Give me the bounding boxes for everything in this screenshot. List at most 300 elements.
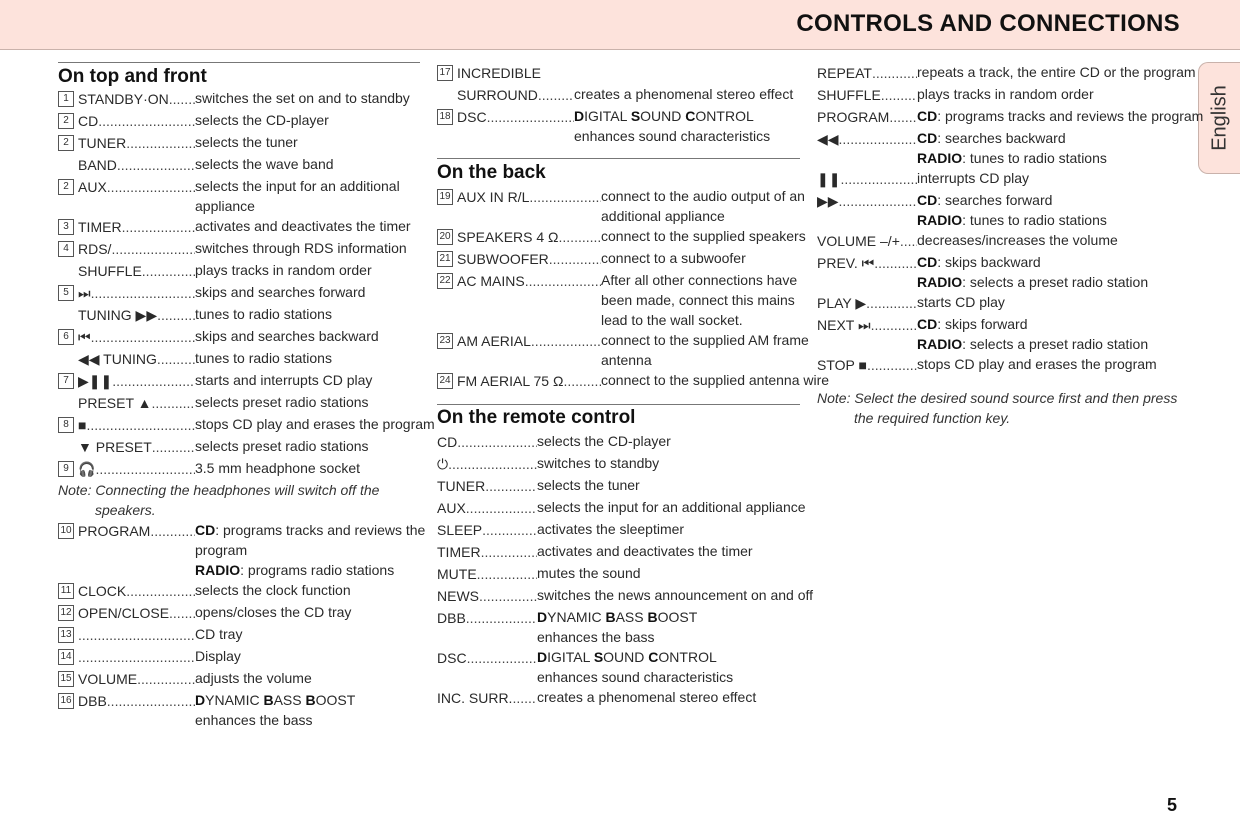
entry-label <box>457 106 574 146</box>
entry-term: RDS/ <box>78 241 112 257</box>
entry-description: Display <box>195 648 241 664</box>
item-number: 22 <box>437 273 453 289</box>
entry-description: CD tray <box>195 626 243 642</box>
entries-remote-continued <box>817 62 1204 376</box>
entry-term: SPEAKERS 4 Ω <box>457 229 559 245</box>
entry-description: switches to standby <box>537 455 660 471</box>
entry-label <box>437 563 537 585</box>
entry-term: ⏮ <box>78 329 91 345</box>
entry-description: connect to a subwoofer <box>601 250 746 266</box>
entry-term: REPEAT <box>817 65 872 81</box>
entry-description: skips and searches backward <box>195 328 379 344</box>
entry-row <box>58 304 420 326</box>
leader-dots <box>78 646 195 668</box>
entry-term: PLAY ▶ <box>817 295 867 311</box>
leader-dots <box>900 230 917 252</box>
item-number-spacer <box>58 436 78 458</box>
leader-dots <box>512 687 537 709</box>
entry-description: switches the news announcement on and off <box>537 587 814 603</box>
entry-term: STANDBY·ON <box>78 91 169 107</box>
entry-description: DIGITAL SOUND CONTROL enhances sound characteristics <box>537 649 734 685</box>
leader-dots <box>91 282 195 304</box>
entry-label <box>78 520 195 580</box>
entry-term: CD <box>78 113 99 129</box>
entry-label <box>817 292 917 314</box>
entry-term: ◀◀ TUNING <box>78 351 157 367</box>
entry-row <box>58 392 420 414</box>
entry-row <box>58 110 420 132</box>
entry-row <box>437 248 800 270</box>
entry-description: selects the clock function <box>195 582 351 598</box>
item-number-spacer <box>58 304 78 326</box>
item-number: 2 <box>58 135 74 151</box>
leader-dots <box>559 226 601 248</box>
headphone-note: Note: Connecting the headphones will switch off the speakers. <box>58 482 380 518</box>
entry-description: tunes to radio stations <box>195 306 332 322</box>
entry-label <box>78 132 195 154</box>
entry-row <box>58 282 420 304</box>
entry-row <box>58 436 420 458</box>
entries-front-continued <box>437 62 800 146</box>
item-number: 11 <box>58 583 74 599</box>
item-number: 14 <box>58 649 74 665</box>
leader-dots <box>529 186 601 226</box>
entry-description: CD: programs tracks and reviews the program <box>917 108 1204 124</box>
entry-label <box>78 176 195 216</box>
entry-term: TUNER <box>437 478 486 494</box>
leader-dots <box>150 520 195 580</box>
item-number: 23 <box>437 333 453 349</box>
entry-term: PROGRAM <box>817 109 890 125</box>
entry-description: skips and searches forward <box>195 284 366 300</box>
entry-label <box>817 106 917 128</box>
leader-dots <box>531 330 601 370</box>
entry-term: SLEEP <box>437 522 483 538</box>
entry-description: adjusts the volume <box>195 670 312 686</box>
entry-description: CD: searches backward RADIO: tunes to radio stations <box>917 130 1107 166</box>
entry-row <box>437 607 800 647</box>
leader-dots <box>448 453 537 475</box>
entry-label <box>78 458 195 480</box>
item-number: 6 <box>58 329 74 345</box>
entry-row <box>58 88 420 110</box>
entry-description: selects the input for an additional appliance <box>537 499 806 515</box>
leader-dots <box>112 370 195 392</box>
entries-back <box>437 186 830 392</box>
entry-term: PREV. ⏮ <box>817 255 875 271</box>
entry-label <box>437 475 537 497</box>
leader-dots <box>482 519 537 541</box>
item-number: 2 <box>58 179 74 195</box>
entry-term: VOLUME <box>78 671 138 687</box>
entry-description: interrupts CD play <box>917 170 1030 186</box>
entry-term: SHUFFLE <box>817 87 881 103</box>
entry-row <box>58 348 420 370</box>
entry-term: DSC <box>437 650 467 666</box>
entry-label <box>817 314 917 354</box>
entry-row <box>58 326 420 348</box>
entry-row <box>437 475 800 497</box>
item-number: 18 <box>437 109 453 125</box>
entry-label <box>78 238 195 260</box>
entry-term: SURROUND <box>457 87 538 103</box>
entry-label <box>457 186 601 226</box>
entry-row <box>58 624 420 646</box>
entry-label <box>817 190 917 230</box>
leader-dots <box>122 216 195 238</box>
entry-label <box>437 541 537 563</box>
entry-description: selects the CD-player <box>537 433 671 449</box>
leader-dots <box>152 436 195 458</box>
entry-description: creates a phenomenal stereo effect <box>574 86 794 102</box>
entry-label <box>817 128 917 168</box>
entry-row <box>817 62 1196 84</box>
page-number: 5 <box>1167 795 1178 815</box>
page-title: CONTROLS AND CONNECTIONS <box>796 10 1180 37</box>
entry-description: selects the tuner <box>537 477 640 493</box>
entry-label <box>78 304 195 326</box>
entry-description: selects the CD-player <box>195 112 329 128</box>
entry-row <box>817 168 1187 190</box>
entry-label <box>78 392 195 414</box>
leader-dots <box>563 370 601 392</box>
entry-row <box>817 354 1187 376</box>
section-title-remote: On the remote control <box>437 407 636 428</box>
entry-label <box>78 110 195 132</box>
leader-dots <box>107 690 195 730</box>
leader-dots <box>107 176 195 216</box>
entry-row <box>437 585 814 607</box>
entry-row <box>58 414 435 436</box>
entry-term: ◀◀ <box>817 131 839 147</box>
item-number: 5 <box>58 285 74 301</box>
entry-label <box>78 260 195 282</box>
entry-label <box>457 370 601 392</box>
language-tab[interactable] <box>1198 62 1240 174</box>
entry-label <box>457 226 601 248</box>
entry-description: opens/closes the CD tray <box>195 604 352 620</box>
item-number-spacer <box>58 392 78 414</box>
item-number: 13 <box>58 627 74 643</box>
entry-row <box>437 62 800 84</box>
entry-term: ❚❚ <box>817 171 841 187</box>
entry-label <box>457 248 601 270</box>
entry-row <box>817 106 1204 128</box>
entry-term: INCREDIBLE <box>457 65 542 81</box>
leader-dots <box>78 624 195 646</box>
leader-dots <box>549 248 601 270</box>
entry-term: DSC <box>457 109 487 125</box>
entry-label <box>457 84 574 106</box>
entry-label <box>817 252 917 292</box>
entry-description: selects preset radio stations <box>195 394 369 410</box>
entry-term: ▼ PRESET <box>78 439 152 455</box>
item-number: 12 <box>58 605 74 621</box>
entry-description: DYNAMIC BASS BOOST enhances the bass <box>195 692 356 728</box>
item-number: 24 <box>437 373 453 389</box>
entry-term: ■ <box>78 417 87 433</box>
leader-dots <box>839 128 917 168</box>
leader-dots <box>157 304 195 326</box>
entry-description: starts and interrupts CD play <box>195 372 373 388</box>
entry-description: CD: skips forward RADIO: selects a preset radio station <box>917 316 1149 352</box>
leader-dots <box>457 431 537 453</box>
entry-row <box>437 270 800 330</box>
entry-description: stops CD play and erases the program <box>917 356 1157 372</box>
item-number-spacer <box>437 84 457 106</box>
entry-description: connect to the supplied AM frame antenna <box>601 332 809 368</box>
entry-description: repeats a track, the entire CD or the program <box>917 64 1196 80</box>
entry-description: plays tracks in random order <box>195 262 372 278</box>
entry-row <box>58 260 420 282</box>
entry-row <box>817 314 1187 354</box>
entry-term: SUBWOOFER <box>457 251 549 267</box>
entry-description: activates the sleeptimer <box>537 521 685 537</box>
entry-row <box>437 106 800 146</box>
entry-description: CD: searches forward RADIO: tunes to radio stations <box>917 192 1107 228</box>
entry-label <box>457 62 574 84</box>
entry-row <box>437 647 800 687</box>
entry-label <box>817 62 917 84</box>
column-top-and-front <box>58 62 435 730</box>
entry-label <box>78 414 195 436</box>
entry-label <box>437 431 537 453</box>
leader-dots <box>95 458 195 480</box>
leader-dots <box>479 585 537 607</box>
entry-term: AC MAINS <box>457 273 525 289</box>
leader-dots <box>466 607 537 647</box>
entry-row <box>58 690 420 730</box>
item-number: 3 <box>58 219 74 235</box>
leader-dots <box>152 392 195 414</box>
section-title-top-front: On top and front <box>58 62 420 88</box>
entry-description: activates and deactivates the timer <box>195 218 411 234</box>
item-number: 16 <box>58 693 74 709</box>
entry-label <box>437 607 537 647</box>
leader-dots <box>137 668 195 690</box>
entry-description: selects the input for an additional appliance <box>195 178 400 214</box>
entry-term: NEWS <box>437 588 479 604</box>
entry-description: tunes to radio stations <box>195 350 332 366</box>
leader-dots <box>872 62 917 84</box>
leader-dots <box>487 106 574 146</box>
divider <box>437 158 800 159</box>
entry-description: switches through RDS information <box>195 240 407 256</box>
leader-dots <box>157 348 195 370</box>
entry-description: selects preset radio stations <box>195 438 369 454</box>
item-number: 17 <box>437 65 453 81</box>
entry-label <box>78 154 195 176</box>
entry-term: SHUFFLE <box>78 263 142 279</box>
entry-label <box>817 354 917 376</box>
leader-dots <box>169 602 195 624</box>
entry-row <box>58 602 420 624</box>
entry-description: mutes the sound <box>537 565 641 581</box>
leader-dots <box>98 110 195 132</box>
entry-row <box>58 154 420 176</box>
entries-top-front <box>58 88 435 480</box>
entry-label <box>457 270 601 330</box>
entry-label <box>78 326 195 348</box>
entry-row <box>437 453 800 475</box>
entry-description: plays tracks in random order <box>917 86 1094 102</box>
entry-term: ▶❚❚ <box>78 373 113 389</box>
entry-term: ⏭ <box>78 285 91 301</box>
leader-dots <box>874 252 917 292</box>
leader-dots <box>117 154 195 176</box>
leader-dots <box>466 497 537 519</box>
leader-dots <box>126 132 195 154</box>
entry-label <box>78 348 195 370</box>
entry-description: connect to the supplied antenna wire <box>601 372 830 388</box>
entry-label <box>437 519 537 541</box>
entry-row <box>437 497 806 519</box>
entry-row <box>817 230 1187 252</box>
entry-row <box>817 128 1187 168</box>
entry-term: AM AERIAL <box>457 333 531 349</box>
entry-row <box>58 520 426 580</box>
leader-dots <box>871 314 917 354</box>
entry-term: ⏻ <box>437 456 449 472</box>
entry-label <box>437 687 537 709</box>
entry-label <box>817 168 917 190</box>
section-title-back: On the back <box>437 162 546 183</box>
entry-term: BAND <box>78 157 117 173</box>
item-number: 21 <box>437 251 453 267</box>
entry-row <box>437 541 800 563</box>
item-number: 19 <box>437 189 453 205</box>
entry-term: PRESET ▲ <box>78 395 152 411</box>
entry-row <box>58 238 420 260</box>
header-band <box>0 0 1240 50</box>
entry-row <box>437 226 806 248</box>
entry-term: CD <box>437 434 458 450</box>
entry-description: creates a phenomenal stereo effect <box>537 689 757 705</box>
entry-row <box>817 84 1187 106</box>
entry-description: DYNAMIC BASS BOOST enhances the bass <box>537 609 698 645</box>
entry-label <box>437 585 537 607</box>
entry-term: OPEN/CLOSE <box>78 605 170 621</box>
leader-dots <box>111 238 195 260</box>
entry-label <box>78 216 195 238</box>
leader-dots <box>86 414 195 436</box>
entry-term: 🎧 <box>78 461 96 477</box>
entry-term: TIMER <box>437 544 481 560</box>
leader-dots <box>126 580 195 602</box>
entry-row <box>58 580 420 602</box>
entry-row <box>437 370 830 392</box>
entry-term: ▶▶ <box>817 193 839 209</box>
item-number: 9 <box>58 461 74 477</box>
entry-label <box>78 370 195 392</box>
entry-row <box>58 176 420 216</box>
entry-description: activates and deactivates the timer <box>537 543 753 559</box>
leader-dots <box>467 647 537 687</box>
column-middle <box>437 62 830 709</box>
entry-label <box>78 646 195 668</box>
entry-description: CD: skips backward RADIO: selects a preset radio station <box>917 254 1149 290</box>
item-number: 10 <box>58 523 74 539</box>
item-number: 8 <box>58 417 74 433</box>
entry-term: AUX IN R/L <box>457 189 530 205</box>
entry-row <box>58 370 420 392</box>
entry-label <box>817 84 917 106</box>
entry-label <box>78 624 195 646</box>
item-number: 20 <box>437 229 453 245</box>
entry-term: AUX <box>437 500 466 516</box>
leader-dots <box>839 190 917 230</box>
entry-description: connect to the audio output of an additional appliance <box>601 188 805 224</box>
entry-row <box>58 646 420 668</box>
entry-row <box>437 186 805 226</box>
item-number-spacer <box>58 154 78 176</box>
entry-term: FM AERIAL 75 Ω <box>457 373 564 389</box>
entry-description: 3.5 mm headphone socket <box>195 460 360 476</box>
entry-row <box>817 252 1187 292</box>
entry-term: TIMER <box>78 219 122 235</box>
leader-dots <box>889 106 917 128</box>
leader-dots <box>485 475 537 497</box>
entry-label <box>78 690 195 730</box>
entry-label <box>78 88 195 110</box>
leader-dots <box>481 541 537 563</box>
entry-term: TUNING ▶▶ <box>78 307 158 323</box>
entry-term: AUX <box>78 179 107 195</box>
entry-label <box>457 330 601 370</box>
entry-row <box>437 519 800 541</box>
leader-dots <box>169 88 195 110</box>
item-number: 1 <box>58 91 74 107</box>
entry-label <box>78 602 195 624</box>
entry-term: MUTE <box>437 566 477 582</box>
item-number: 15 <box>58 671 74 687</box>
entry-label <box>78 436 195 458</box>
entry-description: stops CD play and erases the program <box>195 416 435 432</box>
item-number-spacer <box>58 348 78 370</box>
entry-term: NEXT ⏭ <box>817 317 871 333</box>
entry-description: starts CD play <box>917 294 1005 310</box>
entry-description: After all other connections have been made, connect this mains lead to the wall socket. <box>601 272 798 328</box>
entry-term: DBB <box>437 610 466 626</box>
entry-label <box>437 453 537 475</box>
entry-description: selects the wave band <box>195 156 334 172</box>
entry-label <box>817 230 917 252</box>
entry-term: TUNER <box>78 135 127 151</box>
entry-description: DIGITAL SOUND CONTROL enhances sound characteristics <box>574 108 771 144</box>
entry-row <box>58 458 420 480</box>
sound-source-note: Note: Select the desired sound source first and then press the required function key. <box>817 390 1178 426</box>
entry-description: selects the tuner <box>195 134 298 150</box>
item-number: 2 <box>58 113 74 129</box>
entries-remote <box>437 431 814 709</box>
leader-dots <box>538 84 574 106</box>
entries-top-front-2 <box>58 520 426 730</box>
entry-row <box>817 292 1187 314</box>
entry-term: CLOCK <box>78 583 127 599</box>
entry-row <box>437 687 800 709</box>
entry-term: INC. SURR. <box>437 690 513 706</box>
entry-row <box>58 668 420 690</box>
leader-dots <box>881 84 917 106</box>
entry-label <box>78 668 195 690</box>
entry-term: STOP ■ <box>817 357 867 373</box>
leader-dots <box>142 260 195 282</box>
entry-label <box>437 497 537 519</box>
entry-row <box>437 431 800 453</box>
leader-dots <box>866 292 917 314</box>
entry-term: DBB <box>78 693 107 709</box>
column-remote-continued <box>817 62 1204 428</box>
